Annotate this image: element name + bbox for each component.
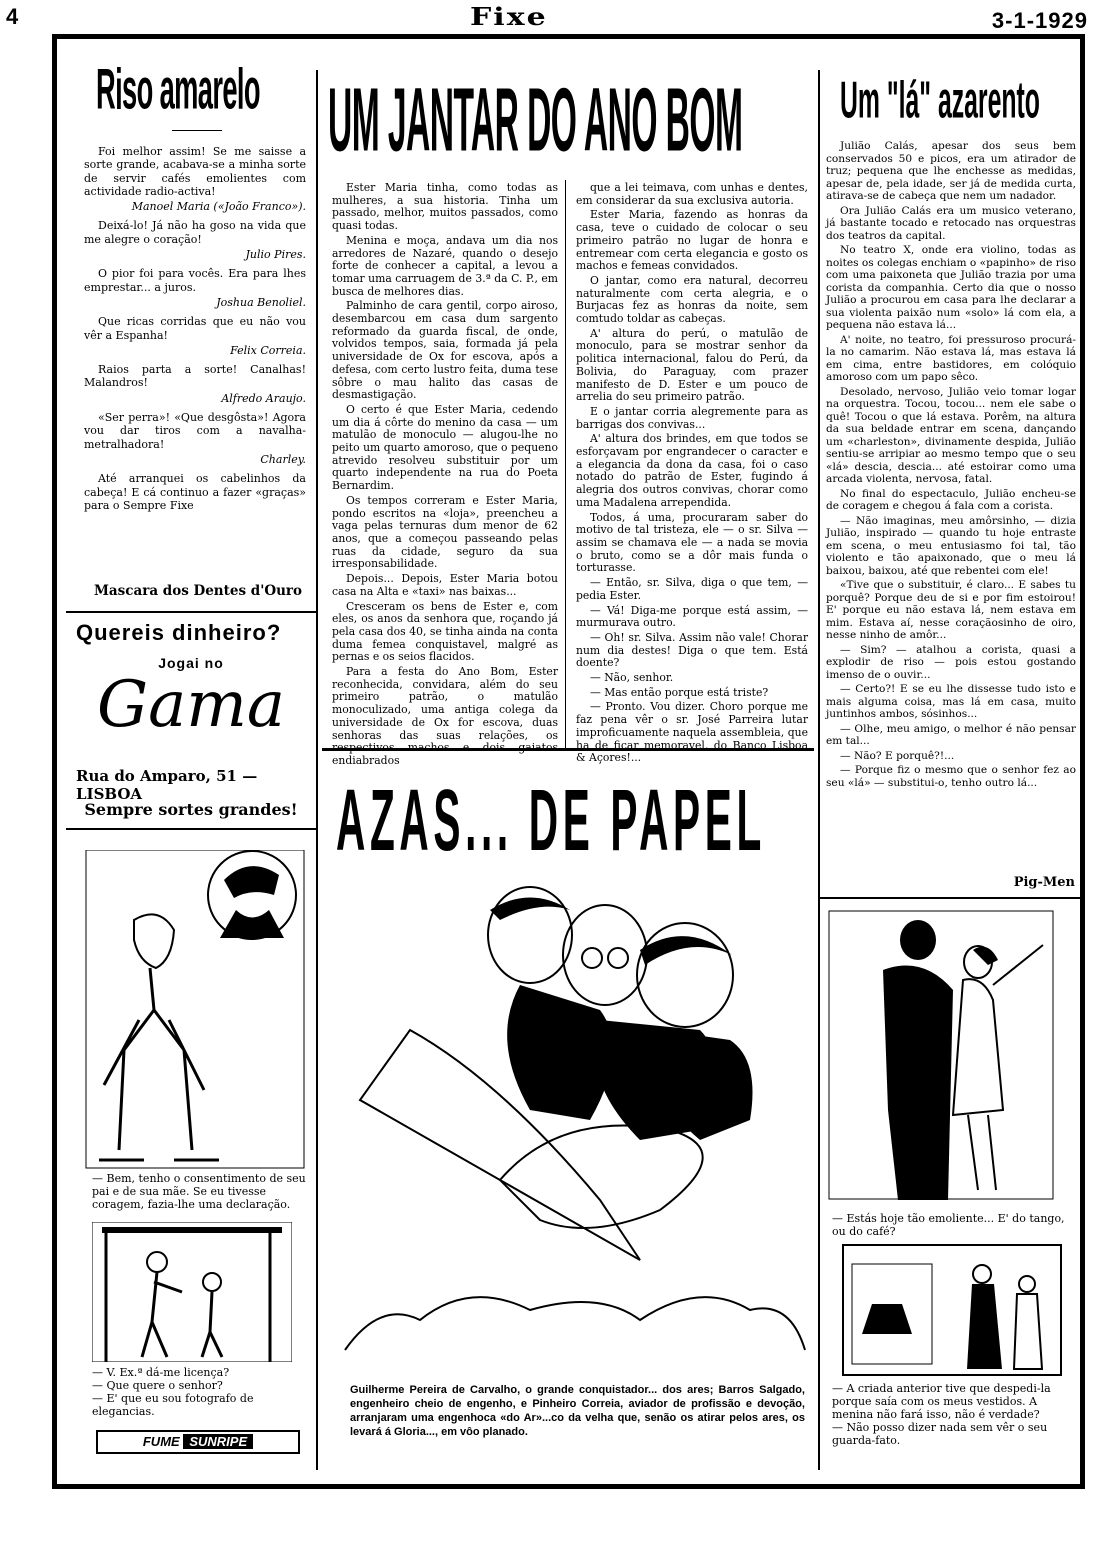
quote-author: Joshua Benoliel. <box>216 295 306 309</box>
right-section-rule <box>820 897 1082 899</box>
ad-subline: Jogai no <box>158 655 224 671</box>
tango-caption: — Estás hoje tão emoliente... E' do tango, ou do café? <box>832 1212 1065 1238</box>
man-head <box>134 914 174 968</box>
caption-line: — E' que eu sou fotografo de elegancias. <box>92 1392 254 1418</box>
quote-text: «Ser perra»! «Que desgôsta»! Agora vou dar tiros com a navalha-metralhadora! <box>84 411 306 451</box>
aviator-2-head <box>563 905 647 1005</box>
la-azarento-paragraph: — Certo?! E se eu lhe dissesse tudo isto e mais alguma coisa, mas lá em casa, muito juntinhos ambos, sósinhos... <box>826 683 1076 720</box>
la-azarento-paragraph: No teatro X, onde era violino, todas as noites os colegas enchiam o «papinho» de riso com uma paixoneta que Julião trazia por uma corista da companhia. Certo dia que o nosso Julião a procurou em casa para lhe declarar a sua violenta paixão num «solo» lá com ela, a pequena não estava lá... <box>826 244 1076 331</box>
cartoon-caption-2 <box>92 1366 307 1418</box>
quote-author: Alfredo Araujo. <box>221 391 306 405</box>
man-body <box>104 968 204 1150</box>
jantar-paragraph: Os tempos correram e Ester Maria, pondo escritos na «loja», preencheu a vaga pelas ternuras dum menor de 62 anos, que a começou passeando pelas ruas da cidade, seguro da sua irresponsabilidade. <box>332 493 558 571</box>
quote-author: Charley. <box>260 452 306 466</box>
la-azarento-paragraph: — Sim? — atalhou a corista, quasi a explodir de riso — pois estou gostando imenso de o ouvir... <box>826 643 1076 681</box>
cartoon-maid <box>842 1244 1062 1376</box>
ad-slogan: Sempre sortes grandes! <box>84 800 298 819</box>
ad-address: Rua do Amparo, 51 — LISBOA <box>76 767 258 803</box>
man-dancer <box>883 966 953 1201</box>
la-azarento-title: Um "lá" azarento <box>840 72 1040 130</box>
jantar-paragraph: — Mas então porque está triste? <box>590 685 769 699</box>
riso-amarelo-footer: Mascara dos Dentes d'Ouro <box>93 583 303 599</box>
column-divider-right <box>818 70 820 1470</box>
maid-caption <box>832 1382 1072 1447</box>
jantar-paragraph: que a lei teimava, com unhas e dentes, em considerar da sua exclusiva autoria. <box>576 181 808 207</box>
sunripe-banner <box>96 1430 300 1454</box>
la-azarento-body <box>826 140 1076 791</box>
jantar-paragraph: Ester Maria tinha, como todas as mulheres, a sua historia. Tinha um passado, melhor, muitos passados, como quasi todas. <box>332 181 558 233</box>
jantar-paragraph: E o jantar corria alegremente para as barrigas dos convivas... <box>576 404 808 431</box>
jantar-paragraph: — Pronto. Vou dizer. Choro porque me faz pena vêr o sr. José Parreira lutar improficuamente naquela assembleia, que ha de ficar memoravel, do Banco Lisboa & Açores!... <box>576 700 808 765</box>
jantar-paragraph: Palminho de cara gentil, corpo airoso, desembarcou em casa dum sargento reformado da guarda fiscal, de onde, volvidos tempos, saia, formada já pela universidade de Ox for escova, após a defesa, com certo lustro feita, duma tese sôbre o mau halito das casas de desmastigação. <box>332 299 558 402</box>
jantar-paragraph: Cresceram os bens de Ester e, com eles, os anos da senhora que, roçando já pela casa dos 40, se tinha ainda na conta duma femea conquistavel, malgré as pernas e os seios flacidos. <box>332 599 558 664</box>
quote-text: Foi melhor assim! Se me saisse a sorte grande, acabava-se a minha sorte de servir cafés emolientes com actividade radio-activa! <box>84 145 306 198</box>
quote-text: Deixá-lo! Já não ha goso na vida que me alegre o coração! <box>84 219 306 246</box>
jantar-paragraph: — Oh! sr. Silva. Assim não vale! Chorar num dia destes! Diga o que tem. Está doente? <box>576 630 808 670</box>
la-azarento-paragraph: No final do espectaculo, Julião encheu-se de coragem e chegou á fala com a corista. <box>826 487 1076 512</box>
jantar-paragraph: O jantar, como era natural, decorreu naturalmente com certa alegria, e o Burjacas fez as honras da noite, sem comtudo toldar as cabeças. <box>576 273 808 326</box>
jantar-column-1 <box>332 182 558 770</box>
jantar-column-2 <box>576 182 808 767</box>
caption-line: — Que quere o senhor? <box>92 1379 223 1392</box>
la-azarento-paragraph: «Tive que o substituir, é claro... E sabes tu porquê? Porque deu de si e por fim estoirou! E' porque eu não estava lá, nem estava em mim. Estava aí, nesse coraçãosinho de oiro, nesse ninho de amôr... <box>826 579 1076 641</box>
cartoon-caption-1: — Bem, tenho o consentimento de seu pai e de sua mãe. Se eu tivesse coragem, fazia-lhe uma declaração. <box>92 1172 306 1211</box>
quote-text: Até arranquei os cabelinhos da cabeça! E cá continuo a fazer «graças» para o Sempre Fixe <box>84 472 306 512</box>
cloud-wing <box>500 1126 703 1228</box>
woman-dancer <box>953 979 1003 1115</box>
banner-fume: FUME <box>142 1434 180 1449</box>
jantar-paragraph: O certo é que Ester Maria, cedendo um dia á côrte do menino da casa — um matulão de monoculo — alugou-lhe no peito um quarto amoroso, que o pequeno atrevido resolveu substituir por um quarto independente na rua do Poeta Bernardim. <box>332 402 558 493</box>
la-azarento-paragraph: — Não imaginas, meu amôrsinho, — dizia Julião, inspirado — quando tu hoje entraste em scena, o meu entusiasmo foi tal, tão violento e tão apaixonado, que o meu lá baixou, baixou, até que rebentei com ele! <box>826 514 1076 577</box>
jantar-paragraph: Para a festa do Ano Bom, Ester reconhecida, convidara, além do seu primeiro patrão, o matulão monoculizado, uma antiga colega da universidade de Ox for escova, duas senhoras das suas relações, os respectivos machos e dois gaiatos endiabrados <box>332 665 558 767</box>
la-azarento-paragraph: A' noite, no teatro, foi pressuroso procurá-la no camarim. Não estava lá, mas estava lá em cima, entre bastidores, em colóquio amoroso com um papo sêco. <box>826 333 1076 383</box>
la-azarento-paragraph: — Porque fiz o mesmo que o senhor fez ao seu «lá» — substitui-o, tenho outro lá... <box>826 764 1076 789</box>
jantar-paragraph: A' altura do perú, o matulão de monoculo, para se mostrar senhor da politica internacional, falou do Perú, da Bolivia, do Paraguay, com prazer manifesto de D. Ester e um pouco de arrelia do seu primeiro patrão. <box>576 326 808 404</box>
quote-text: O pior foi para vocês. Era para lhes emprestar... a juros. <box>84 267 306 294</box>
masthead: Fixe <box>470 3 548 32</box>
cartoon-man-portrait <box>84 850 309 1170</box>
la-azarento-paragraph: — Olhe, meu amigo, o melhor é não pensar em tal... <box>826 722 1076 747</box>
jantar-paragraph: Todos, á uma, procuraram saber do motivo de tal tristeza, ele — o sr. Silva — assim se chamava ele — a nada se movia o bruto, como se a dôr mais funda o torturasse. <box>576 510 808 575</box>
caption-line: — Não posso dizer nada sem vêr o seu guarda-fato. <box>832 1421 1048 1447</box>
ad-brand-logo: Gama <box>96 668 286 742</box>
ad-headline: Quereis dinheiro? <box>76 620 282 645</box>
la-azarento-paragraph: — Não? E porquê?!... <box>840 749 955 762</box>
la-azarento-paragraph: Desolado, nervoso, Julião veio tomar logar na orquestra. Tocou, tocou... nem ele sabe o quê! Tocou o que lá estava. Porêm, na altura da sua beldade entrar em scena, dançando um «charleston», divinamente despida, Julião sentiu-se arripiar ao mesmo tempo que o seu «lá» descia, descia... até estoirar como uma arcada violenta, nervosa, fatal. <box>826 385 1076 485</box>
caption-line: — A criada anterior tive que despedi-la porque saía com os meus vestidos. A menina não fará isso, não é verdade? <box>832 1382 1051 1421</box>
jantar-paragraph: — Então, sr. Silva, diga o que tem, — pedia Ester. <box>576 576 808 602</box>
riso-amarelo-title: Riso amarelo <box>96 58 260 122</box>
cartoon-photographer <box>92 1222 292 1362</box>
jantar-paragraph: Menina e moça, andava um dia nos arredores de Nazaré, quando o desejo forte de conhecer a capital, a levou a tomar uma carruagem de 3.ª da C. P., em busca de melhores dias. <box>332 233 558 298</box>
jantar-paragraph: A' altura dos brindes, em que todos se esforçavam por engrandecer o caracter e a elegancia da dona da casa, foi o caso notado do patrão de Ester, fugindo á alegria dos outros convivas, chorar como uma Madalena arrependida. <box>576 432 808 509</box>
jantar-title: UM JANTAR DO ANO BOM <box>328 69 743 170</box>
jantar-paragraph: Ester Maria, fazendo as honras da casa, teve o cuidado de colocar o seu primeiro patrão no lugar de honra e entremear com certa elegancia e gosto os machos e femeas convidados. <box>576 208 808 273</box>
quote-author: Felix Correia. <box>230 343 306 357</box>
la-azarento-paragraph: Julião Calás, apesar dos seus bem conservados 50 e picos, era um atirador de truz; pequena que lhe enchesse as medidas, apesar de, pela idade, ser já de medida curta, atirava-se de cabeça que nem um nadador. <box>826 140 1076 202</box>
woman-dress <box>220 910 284 938</box>
column-divider-left <box>316 70 318 1470</box>
center-column-divider <box>565 180 566 750</box>
issue-date: 3-1-1929 <box>991 8 1088 33</box>
cartoon-tango-dancers <box>828 910 1054 1200</box>
la-azarento-signature: Pig-Men <box>1013 875 1075 890</box>
title-underline <box>172 130 222 131</box>
jantar-paragraph: Depois... Depois, Ester Maria botou casa na Alta e «taxi» nas baixas... <box>332 572 558 598</box>
quote-text: Raios parta a sorte! Canalhas! Malandros! <box>84 363 306 390</box>
quote-text: Que ricas corridas que eu não vou vêr a Espanha! <box>84 315 306 342</box>
quote-author: Julio Pires. <box>245 248 306 262</box>
la-azarento-paragraph: Ora Julião Calás era um musico veterano, já bastante tocado e retocado nas orquestras dos teatros da capital. <box>826 204 1076 242</box>
jantar-paragraph: — Não, senhor. <box>590 671 674 685</box>
caricature-aviators <box>340 880 810 1380</box>
quote-author: Manoel Maria («João Franco»). <box>131 200 306 214</box>
caption-line: — V. Ex.ª dá-me licença? <box>92 1366 230 1379</box>
woman-hair <box>224 866 279 898</box>
left-rule-1 <box>66 611 316 613</box>
azas-caption: Guilherme Pereira de Carvalho, o grande conquistador... dos ares; Barros Salgado, engenheiro cheio de engenho, e Pinheiro Correia, aviador de profissão e devoção, arranjaram uma engenhoca «do Ar»...co da velha que, senão os atirar pelos ares, os levará á Gloria..., em vôo planado. <box>350 1384 805 1438</box>
riso-amarelo-body <box>84 145 306 514</box>
page-number: 4 <box>6 4 19 29</box>
left-rule-2 <box>66 828 316 830</box>
banner-sunripe: SUNRIPE <box>183 1434 253 1449</box>
azas-title: AZAS... DE PAPEL <box>336 771 766 869</box>
jantar-paragraph: — Vá! Diga-me porque está assim, — murmurava outro. <box>576 603 808 630</box>
